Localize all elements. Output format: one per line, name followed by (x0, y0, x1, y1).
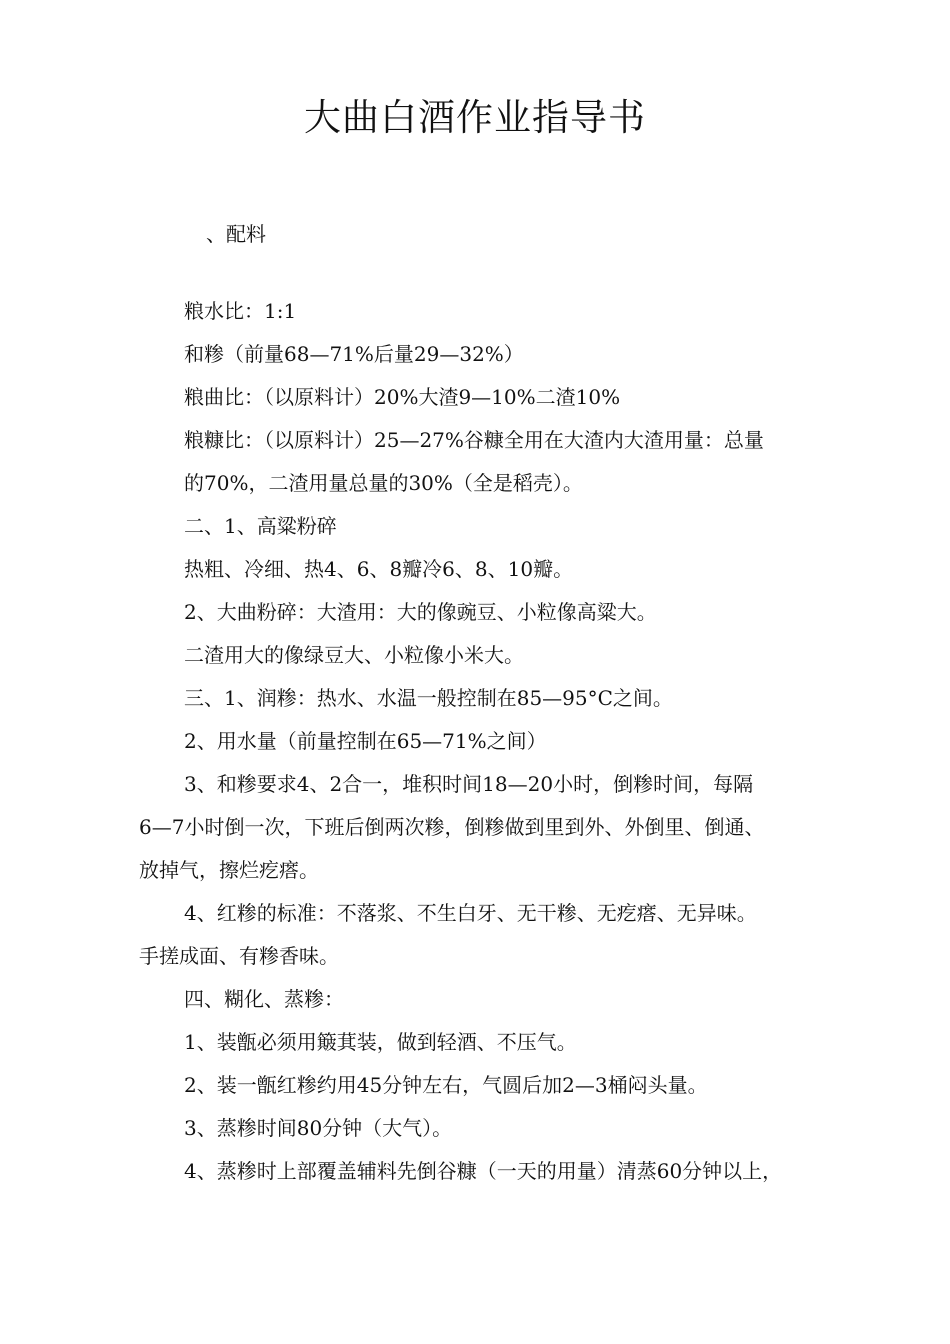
text-line: 粮糠比：（以原料计）25—27%谷糠全用在大渣内大渣用量：总量 (184, 428, 764, 452)
text-line: 6—7小时倒一次，下班后倒两次糁，倒糁做到里到外、外倒里、倒通、 (139, 815, 765, 839)
document-title: 大曲白酒作业指导书 (304, 96, 646, 139)
text-line: 2、装一甑红糁约用45分钟左右，气圆后加2—3桶闷头量。 (184, 1073, 708, 1097)
section-heading-crushing: 二、1、高粱粉碎 (184, 514, 337, 538)
text-line: 4、蒸糁时上部覆盖辅料先倒谷糠（一天的用量）清蒸60分钟以上， (184, 1159, 783, 1183)
text-line: 放掉气，擦烂疙瘩。 (139, 858, 319, 882)
text-line: 4、红糁的标准：不落浆、不生白牙、无干糁、无疙瘩、无异味。 (184, 901, 757, 925)
text-line: 手搓成面、有糁香味。 (139, 944, 339, 968)
text-line: 二渣用大的像绿豆大、小粒像小米大。 (184, 643, 524, 667)
text-line: 和糁（前量68—71%后量29—32%） (184, 342, 524, 366)
section-heading-moistening: 三、1、润糁：热水、水温一般控制在85—95°C之间。 (184, 686, 673, 710)
text-line: 热粗、冷细、热4、6、8瓣冷6、8、10瓣。 (184, 557, 574, 581)
text-line: 的70%，二渣用量总量的30%（全是稻壳）。 (184, 471, 583, 495)
text-line: 粮曲比：（以原料计）20%大渣9—10%二渣10% (184, 385, 621, 409)
text-line: 2、大曲粉碎：大渣用：大的像豌豆、小粒像高粱大。 (184, 600, 657, 624)
text-line: 3、蒸糁时间80分钟（大气）。 (184, 1116, 453, 1140)
text-line: 粮水比：1:1 (184, 299, 297, 323)
text-line: 3、和糁要求4、2合一，堆积时间18—20小时，倒糁时间，每隔 (184, 772, 754, 796)
section-heading-steaming: 四、糊化、蒸糁： (184, 987, 344, 1011)
text-line: 2、用水量（前量控制在65—71%之间） (184, 729, 547, 753)
text-line: 1、装甑必须用簸萁装，做到轻酒、不压气。 (184, 1030, 577, 1054)
section-heading-ingredients: 、配料 (206, 222, 266, 246)
